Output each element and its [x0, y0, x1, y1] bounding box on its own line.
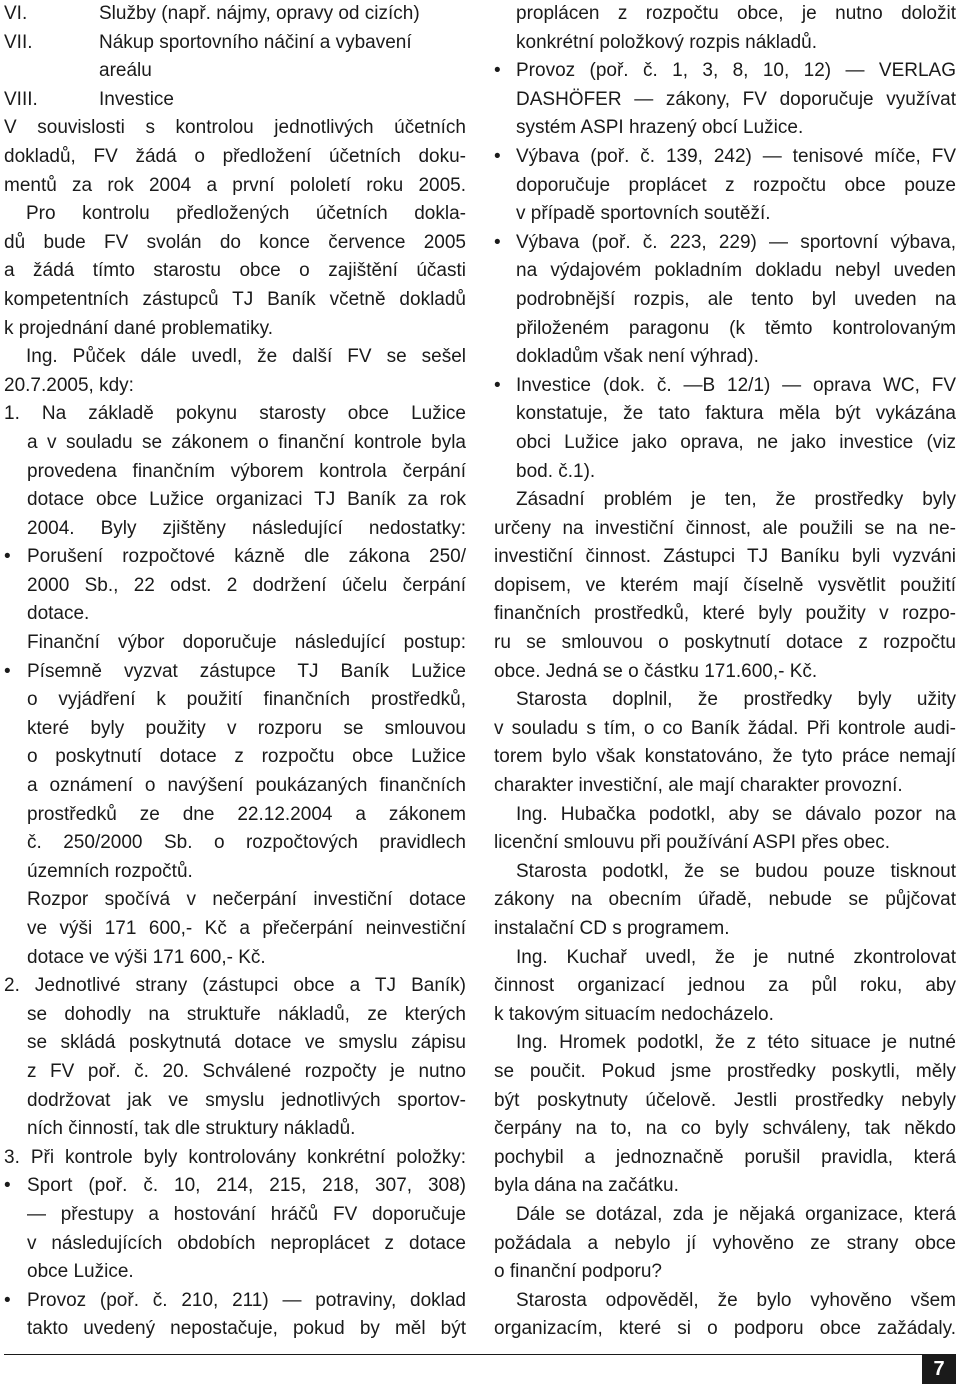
bullet-item-line: • Provoz (poř. č. 210, 211) — potraviny, doklad: [4, 1287, 466, 1316]
text-line: systém ASPI hrazený obcí Lužice.: [516, 117, 804, 139]
text-line: dokladů, FV žádá o předložení účetních doku-: [4, 145, 466, 167]
text-line: o vyjádření k použití finančních prostředků,: [27, 689, 466, 711]
text-line: obci Lužice jako oprava, ne jako investice (viz: [516, 431, 956, 453]
text-line: konstatuje, že tato faktura měla být vykázána: [516, 403, 956, 425]
text-line: Pro kontrolu předložených účetních dokla-: [26, 203, 466, 225]
bullet-icon: •: [4, 660, 11, 682]
text-line: zákony na obecním úřadě, nebude se půjčovat: [494, 889, 956, 911]
text-line: dodržovat jak ve smyslu jednotlivých sportov-: [27, 1089, 466, 1111]
text-line: provedena finančním výborem kontrola čerpání: [27, 460, 466, 482]
text-line: k projednání dané problematiky.: [4, 317, 273, 339]
roman-list-item: VII. Nákup sportovního náčiní a vybavení: [4, 31, 412, 53]
bullet-icon: •: [494, 60, 501, 82]
text-line: obce Lužice.: [27, 1261, 134, 1283]
text-line: takto uvedený nepostačuje, pokud by měl být: [27, 1318, 466, 1340]
bullet-item-line: • Porušení rozpočtové kázně dle zákona 250/: [4, 543, 466, 572]
text-line: Starosta odpověděl, že bylo vyhověno všem: [516, 1289, 956, 1311]
text-line: torem bylo však konstatováno, že tyto práce nemají: [494, 746, 956, 768]
text-line: se dohodly na struktuře nákladů, ze kterých: [27, 1003, 466, 1025]
text-line: ve výši 171 600,- Kč a přečerpání neinvestiční: [27, 918, 466, 939]
page-number: 7: [922, 1354, 956, 1384]
text-line: DASHÖFER — zákony, FV doporučuje využívat: [516, 88, 956, 110]
text-line: činnost organizací jednou za půl roku, aby: [494, 975, 956, 997]
text-line: k takovým situacím nedocházelo.: [494, 1003, 774, 1025]
text-line: a žádá tímto starostu obce o zajištění účasti: [4, 260, 466, 282]
text-line: Starosta podotkl, že se budou pouze tisknout: [516, 860, 956, 882]
bullet-item-line: • Investice (dok. č. —B 12/1) — oprava WC, FV: [494, 372, 956, 401]
text-line: územních rozpočtů.: [27, 860, 193, 882]
text-line: č. 250/2000 Sb. o rozpočtových pravidlech: [27, 832, 466, 854]
text-line: instalační CD s programem.: [494, 918, 730, 939]
text-line: Ing. Hubačka podotkl, aby se dávalo pozor na: [516, 803, 956, 825]
text-line: Rozpor spočívá v nečerpání investiční dotace: [27, 889, 466, 911]
text-line: Zásadní problém je ten, že prostředky byly: [516, 489, 956, 511]
text-line: doporučuje proplácet z rozpočtu obce pouze: [516, 174, 956, 196]
text-line: dotace obce Lužice organizaci TJ Baník za rok: [27, 489, 466, 511]
text-line: které byly použity v rozporu se smlouvou: [27, 717, 466, 739]
text-line: charakter investiční, ale mají charakter provozní.: [494, 775, 903, 797]
roman-list-item-continuation: areálu: [99, 60, 152, 82]
bullet-item-line: • Sport (poř. č. 10, 214, 215, 218, 307, 308): [4, 1172, 466, 1201]
text-line: požádala a nebylo jí vyhověno ze strany obce: [494, 1232, 956, 1254]
text-line: dopisem, ve kterém mají číselně vysvětlit použití: [494, 574, 956, 596]
text-line: 2000 Sb., 22 odst. 2 dodržení účelu čerpání: [27, 574, 466, 596]
text-line: dokladům však není výhrad).: [516, 346, 759, 368]
text-line: z FV poř. č. 20. Schválené rozpočty je nutno: [27, 1060, 466, 1082]
left-column: [4, 0, 466, 1344]
text-line: licenční smlouvu při používání ASPI přes obec.: [494, 832, 891, 854]
text-line: o finanční podporu?: [494, 1261, 662, 1283]
text-line: byla dána na začátku.: [494, 1175, 679, 1197]
text-line: podrobnější rozpis, ale tento byl uveden na: [516, 288, 956, 310]
right-column: [494, 0, 956, 1344]
text-line: prostředků ze dne 22.12.2004 a zákonem: [27, 803, 466, 825]
text-line: o poskytnutí dotace z rozpočtu obce Lužice: [27, 746, 466, 768]
text-line: dů bude FV svolán do konce července 2005: [4, 231, 466, 253]
bullet-icon: •: [4, 1289, 11, 1311]
text-line: a v souladu se zákonem o finanční kontrole byla: [27, 431, 466, 453]
text-line: 20.7.2005, kdy:: [4, 374, 134, 396]
text-line: kompetentních zástupců TJ Baník včetně dokladů: [4, 288, 466, 310]
text-line: mentů za rok 2004 a první pololetí roku 2005.: [4, 174, 466, 196]
text-line: v souladu s tím, o co Baník žádal. Při kontrole audi-: [494, 717, 956, 739]
text-line: na výdajovém pokladním dokladu nebyl uveden: [516, 260, 956, 282]
bullet-icon: •: [4, 546, 11, 568]
text-line: se skládá poskytnutá dotace ve smyslu zápisu: [27, 1032, 466, 1054]
text-line: dotace.: [27, 603, 90, 625]
text-line: proplácen z rozpočtu obce, je nutno doložit: [516, 3, 956, 24]
text-line: určeny na investiční činnost, ale použili se na ne-: [494, 517, 956, 539]
text-line: konkrétní položkový rozpis nákladů.: [516, 31, 817, 53]
text-line: v následujících obdobích neproplácet z dotace: [27, 1232, 466, 1254]
text-line: dotace ve výši 171 600,- Kč.: [27, 946, 266, 968]
numbered-item-line: 1. Na základě pokynu starosty obce Lužice: [4, 403, 466, 425]
text-line: — přestupy a hostování hráčů FV doporučuje: [27, 1203, 466, 1225]
bullet-icon: •: [494, 145, 501, 167]
text-line: V souvislosti s kontrolou jednotlivých účetních: [4, 117, 466, 139]
text-line: Ing. Půček dále uvedl, že další FV se sešel: [26, 346, 466, 368]
text-line: organizacím, které si o podporu obce zažádaly.: [494, 1318, 956, 1340]
numbered-item-line: 2. Jednotlivé strany (zástupci obce a TJ Baník): [4, 975, 466, 997]
text-line: Starosta doplnil, že prostředky byly užity: [516, 689, 956, 711]
footer-rule: [4, 1354, 956, 1355]
text-line: Finanční výbor doporučuje následující postup:: [27, 632, 466, 654]
text-line: být poskytnuty účelově. Jestli prostředky nebyly: [494, 1089, 956, 1111]
roman-list-item: VI. Služby (např. nájmy, opravy od cizích): [4, 3, 420, 24]
text-line: obce. Jedná se o částku 171.600,- Kč.: [494, 660, 818, 682]
bullet-icon: •: [494, 231, 501, 253]
text-line: ních činností, tak dle struktury nákladů.: [27, 1118, 356, 1140]
roman-list-item: VIII. Investice: [4, 88, 174, 110]
bullet-item-line: • Písemně vyzvat zástupce TJ Baník Lužice: [4, 658, 466, 687]
bullet-item-line: • Provoz (poř. č. 1, 3, 8, 10, 12) — VERLAG: [494, 57, 956, 86]
text-line: se poučit. Pokud jsme prostředky poskytli, měly: [494, 1060, 956, 1082]
bullet-icon: •: [494, 374, 501, 396]
text-line: Ing. Kuchař uvedl, že je nutné zkontrolovat: [516, 946, 956, 968]
bullet-item-line: • Výbava (poř. č. 139, 242) — tenisové míče, FV: [494, 143, 956, 172]
text-line: investiční činnost. Zástupci TJ Baníku byli vyzváni: [494, 546, 956, 568]
text-line: a oznámení o navýšení poukázaných finančních: [27, 775, 466, 797]
text-line: Ing. Hromek podotkl, že z této situace je nutné: [516, 1032, 956, 1054]
text-line: v případě sportovních soutěží.: [516, 203, 771, 225]
text-line: finančních prostředků, které byly použity v rozpo-: [494, 603, 956, 625]
text-line: Dále se dotázal, zda je nějaká organizace, která: [516, 1203, 956, 1225]
text-line: bod. č.1).: [516, 460, 596, 482]
bullet-item-line: • Výbava (poř. č. 223, 229) — sportovní výbava,: [494, 229, 956, 258]
text-line: čerpány na to, na co byly schváleny, tak někdo: [494, 1118, 956, 1140]
text-line: přiloženém paragonu (k těmto kontrolovaným: [516, 317, 956, 339]
numbered-item-line: 3. Při kontrole byly kontrolovány konkrétní položky:: [4, 1146, 466, 1168]
text-line: pochybil a jednoznačně porušil pravidla, která: [494, 1146, 956, 1168]
text-line: ru se smlouvou o poskytnutí dotace z rozpočtu: [494, 632, 956, 654]
bullet-icon: •: [4, 1175, 11, 1197]
text-line: 2004. Byly zjištěny následující nedostatky:: [27, 517, 466, 539]
